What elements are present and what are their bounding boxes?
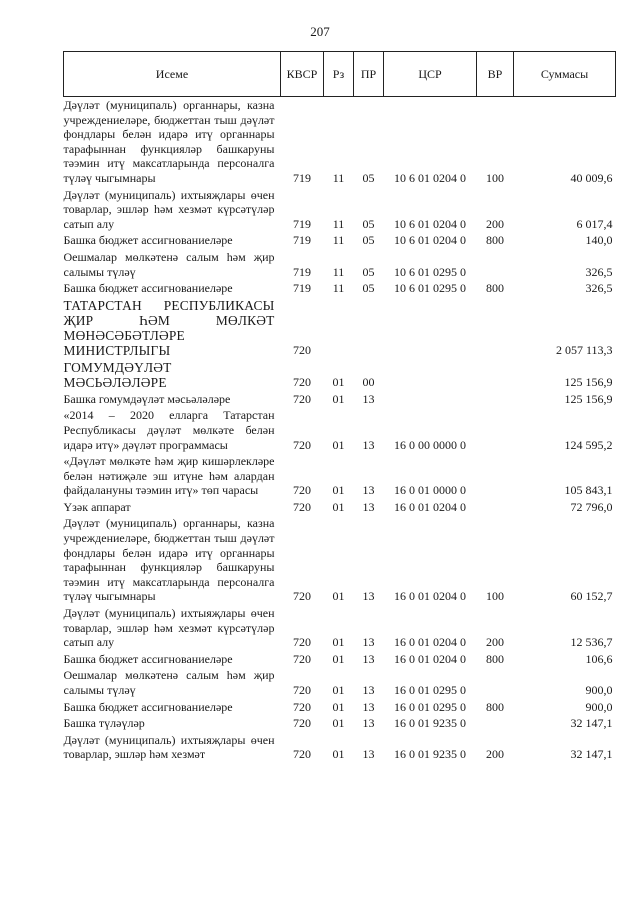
table-row: [64, 391, 616, 408]
cell-sum: 125 156,9: [564, 375, 613, 390]
table-row: [64, 667, 616, 698]
cell-name: ГОМУМДӘҮЛӘТ МӘСЬӘЛӘЛӘРЕ: [63, 359, 172, 390]
cell-name: ТАТАРСТАН РЕСПУБЛИКАСЫ ҖИР ҺӘМ МӨЛКӘТ МӨНӘСӘБӘТЛӘРЕ МИНИСТРЛЫГЫ: [63, 297, 275, 358]
cell-pr: 13: [362, 437, 375, 452]
page-number: 207: [310, 24, 330, 39]
cell-name: «2014 – 2020 елларга Татарстан Республикасы дәүләт мөлкәте белән идарә итү» дәүләт программасы: [63, 408, 275, 452]
cell-vr: [477, 391, 514, 408]
cell-pr: 13: [362, 635, 375, 650]
cell-vr: 800: [486, 651, 504, 666]
cell-name: Башка гомумдәүләт мәсьәләләре: [63, 391, 231, 406]
cell-sum: 2 057 113,3: [555, 343, 613, 358]
cell-kvsr: 720: [293, 651, 311, 666]
cell-sum: 12 536,7: [570, 635, 613, 650]
cell-rz: 01: [332, 683, 345, 697]
cell-name: Башка түләүләр: [63, 716, 145, 731]
header-pr: ПР: [354, 52, 384, 97]
cell-sum: 140,0: [585, 233, 613, 248]
cell-pr: 13: [362, 589, 375, 604]
cell-vr: 200: [486, 635, 504, 650]
cell-vr: [477, 407, 514, 453]
cell-sum: 125 156,9: [564, 391, 613, 406]
cell-pr: 05: [362, 281, 375, 296]
cell-kvsr: 720: [293, 343, 311, 358]
table-row: [64, 732, 616, 763]
header-sum: Суммасы: [514, 52, 616, 97]
cell-kvsr: 719: [293, 233, 311, 248]
cell-name: Башка бюджет ассигнованиеләре: [63, 699, 233, 714]
cell-pr: 00: [362, 375, 375, 390]
table-row: [64, 715, 616, 732]
cell-sum: 326,5: [585, 264, 613, 279]
cell-rz: [324, 297, 354, 359]
cell-rz: 11: [332, 233, 345, 248]
table-row: [64, 699, 616, 716]
table-row: [64, 407, 616, 453]
cell-kvsr: 720: [293, 499, 311, 514]
cell-name: Башка бюджет ассигнованиеләре: [63, 233, 233, 248]
cell-pr: 05: [362, 216, 375, 231]
cell-name: Дәүләт (муниципаль) ихтыяҗлары өчен товарлар, эшләр һәм хезмәт күрсәтүләр сатып алу: [63, 187, 275, 231]
cell-name: Дәүләт (муниципаль) ихтыяҗлары өчен товарлар, эшләр һәм хезмәт күрсәтүләр сатып алу: [63, 606, 275, 650]
cell-kvsr: 720: [293, 683, 311, 697]
cell-csr: [384, 359, 477, 391]
cell-rz: 01: [332, 651, 345, 666]
cell-pr: 13: [362, 391, 375, 406]
cell-vr: 100: [486, 170, 504, 185]
cell-rz: 01: [332, 716, 345, 731]
cell-vr: [477, 715, 514, 732]
cell-vr: [477, 249, 514, 280]
cell-pr: 13: [362, 747, 375, 762]
cell-vr: [477, 359, 514, 391]
table-body: [64, 97, 616, 763]
cell-rz: 01: [332, 499, 345, 514]
header-csr: ЦСР: [384, 52, 477, 97]
table-row: [64, 499, 616, 516]
cell-vr: [477, 297, 514, 359]
cell-kvsr: 720: [293, 635, 311, 650]
cell-name: Үзәк аппарат: [63, 499, 131, 514]
cell-csr: 10 6 01 0204 0: [394, 216, 466, 231]
cell-vr: 800: [486, 699, 504, 714]
cell-rz: 01: [332, 699, 345, 714]
cell-rz: 11: [332, 216, 345, 231]
cell-sum: 32 147,1: [570, 747, 613, 762]
cell-name: «Дәүләт мөлкәте һәм җир кишәрлекләре белән нәтиҗәле эш итүне һәм алардан файдалануны тәэмин итү» төп чарасы: [63, 454, 275, 498]
header-kvsr: КВСР: [281, 52, 324, 97]
cell-name: Дәүләт (муниципаль) ихтыяҗлары өчен товарлар, эшләр һәм хезмәт: [63, 732, 275, 762]
cell-vr: 800: [486, 281, 504, 296]
table-row: [64, 651, 616, 668]
cell-csr: [384, 391, 477, 408]
cell-csr: 16 0 01 0204 0: [394, 635, 466, 650]
cell-kvsr: 720: [293, 699, 311, 714]
header-vr: ВР: [477, 52, 514, 97]
table-row: [64, 515, 616, 605]
cell-rz: 01: [332, 375, 345, 390]
cell-sum: 105 843,1: [564, 483, 613, 498]
cell-csr: 16 0 01 0295 0: [394, 699, 466, 714]
cell-sum: 60 152,7: [570, 589, 613, 604]
cell-pr: 05: [362, 170, 375, 185]
cell-rz: 11: [332, 170, 345, 185]
cell-csr: 16 0 01 0295 0: [394, 683, 466, 697]
cell-vr: 100: [486, 589, 504, 604]
cell-kvsr: 720: [293, 391, 311, 406]
cell-rz: 01: [332, 589, 345, 604]
table-row: [64, 453, 616, 499]
cell-pr: 13: [362, 683, 375, 697]
cell-name: Дәүләт (муниципаль) органнары, казна учреждениеләре, бюджеттан тыш дәүләт фондлары белән идарә итү органнары тарафыннан функцияләр башкаруны тәэмин итү максатларында персоналга түләү чыгымнары: [63, 516, 275, 604]
cell-vr: [477, 453, 514, 499]
table-row: [64, 280, 616, 297]
cell-csr: 16 0 01 9235 0: [394, 747, 466, 762]
cell-name: Оешмалар мөлкәтенә салым һәм җир салымы түләү: [63, 668, 275, 697]
cell-csr: 16 0 01 0204 0: [394, 589, 466, 604]
cell-csr: 16 0 01 0000 0: [394, 483, 466, 498]
cell-rz: 01: [332, 483, 345, 498]
budget-table: [63, 51, 616, 763]
cell-rz: 11: [332, 281, 345, 296]
cell-pr: 13: [362, 651, 375, 666]
cell-pr: 13: [362, 716, 375, 731]
cell-sum: 106,6: [585, 651, 613, 666]
cell-csr: 10 6 01 0204 0: [394, 170, 466, 185]
header-name: Исеме: [64, 52, 281, 97]
cell-csr: 16 0 01 0204 0: [394, 651, 466, 666]
cell-csr: 10 6 01 0295 0: [394, 264, 466, 279]
table-row: [64, 232, 616, 249]
cell-kvsr: 720: [293, 747, 311, 762]
cell-kvsr: 720: [293, 437, 311, 452]
cell-vr: 200: [486, 747, 504, 762]
table-row: [64, 97, 616, 187]
header-rz: Рз: [324, 52, 354, 97]
cell-kvsr: 720: [293, 716, 311, 731]
cell-vr: 800: [486, 233, 504, 248]
cell-rz: 01: [332, 747, 345, 762]
cell-kvsr: 720: [293, 589, 311, 604]
cell-vr: 200: [486, 216, 504, 231]
table-row: [64, 297, 616, 359]
cell-pr: 13: [362, 699, 375, 714]
cell-csr: 16 0 01 0204 0: [394, 499, 466, 514]
cell-sum: 32 147,1: [570, 716, 613, 731]
cell-sum: 900,0: [585, 699, 613, 714]
cell-csr: [384, 297, 477, 359]
cell-name: Башка бюджет ассигнованиеләре: [63, 651, 233, 666]
cell-csr: 10 6 01 0204 0: [394, 233, 466, 248]
cell-rz: 01: [332, 391, 345, 406]
cell-vr: [477, 499, 514, 516]
cell-sum: 124 595,2: [564, 437, 613, 452]
cell-pr: 13: [362, 483, 375, 498]
cell-csr: 16 0 01 9235 0: [394, 716, 466, 731]
cell-sum: 900,0: [585, 683, 613, 697]
cell-kvsr: 719: [293, 264, 311, 279]
cell-name: Дәүләт (муниципаль) органнары, казна учреждениеләре, бюджеттан тыш дәүләт фондлары белән идарә итү органнары тарафыннан функцияләр башкаруны тәэмин итү максатларында персоналга түләү чыгымнары: [63, 98, 275, 185]
table-row: [64, 187, 616, 233]
cell-name: Оешмалар мөлкәтенә салым һәм җир салымы түләү: [63, 249, 275, 279]
cell-pr: 05: [362, 233, 375, 248]
table-row: [64, 359, 616, 391]
cell-pr: 05: [362, 264, 375, 279]
cell-rz: 01: [332, 635, 345, 650]
table-row: [64, 605, 616, 651]
cell-rz: 01: [332, 437, 345, 452]
table-header: [64, 52, 616, 97]
cell-pr: [354, 297, 384, 359]
cell-csr: 10 6 01 0295 0: [394, 281, 466, 296]
cell-vr: [477, 667, 514, 698]
cell-kvsr: 719: [293, 170, 311, 185]
cell-sum: 40 009,6: [570, 170, 613, 185]
cell-kvsr: 720: [293, 375, 311, 390]
cell-sum: 72 796,0: [570, 499, 613, 514]
cell-sum: 6 017,4: [576, 216, 613, 231]
cell-rz: 11: [332, 264, 345, 279]
cell-sum: 326,5: [585, 281, 613, 296]
cell-pr: 13: [362, 499, 375, 514]
cell-kvsr: 720: [293, 483, 311, 498]
table-row: [64, 249, 616, 280]
cell-kvsr: 719: [293, 281, 311, 296]
cell-csr: 16 0 00 0000 0: [394, 437, 466, 452]
cell-kvsr: 719: [293, 216, 311, 231]
cell-name: Башка бюджет ассигнованиеләре: [63, 281, 233, 296]
